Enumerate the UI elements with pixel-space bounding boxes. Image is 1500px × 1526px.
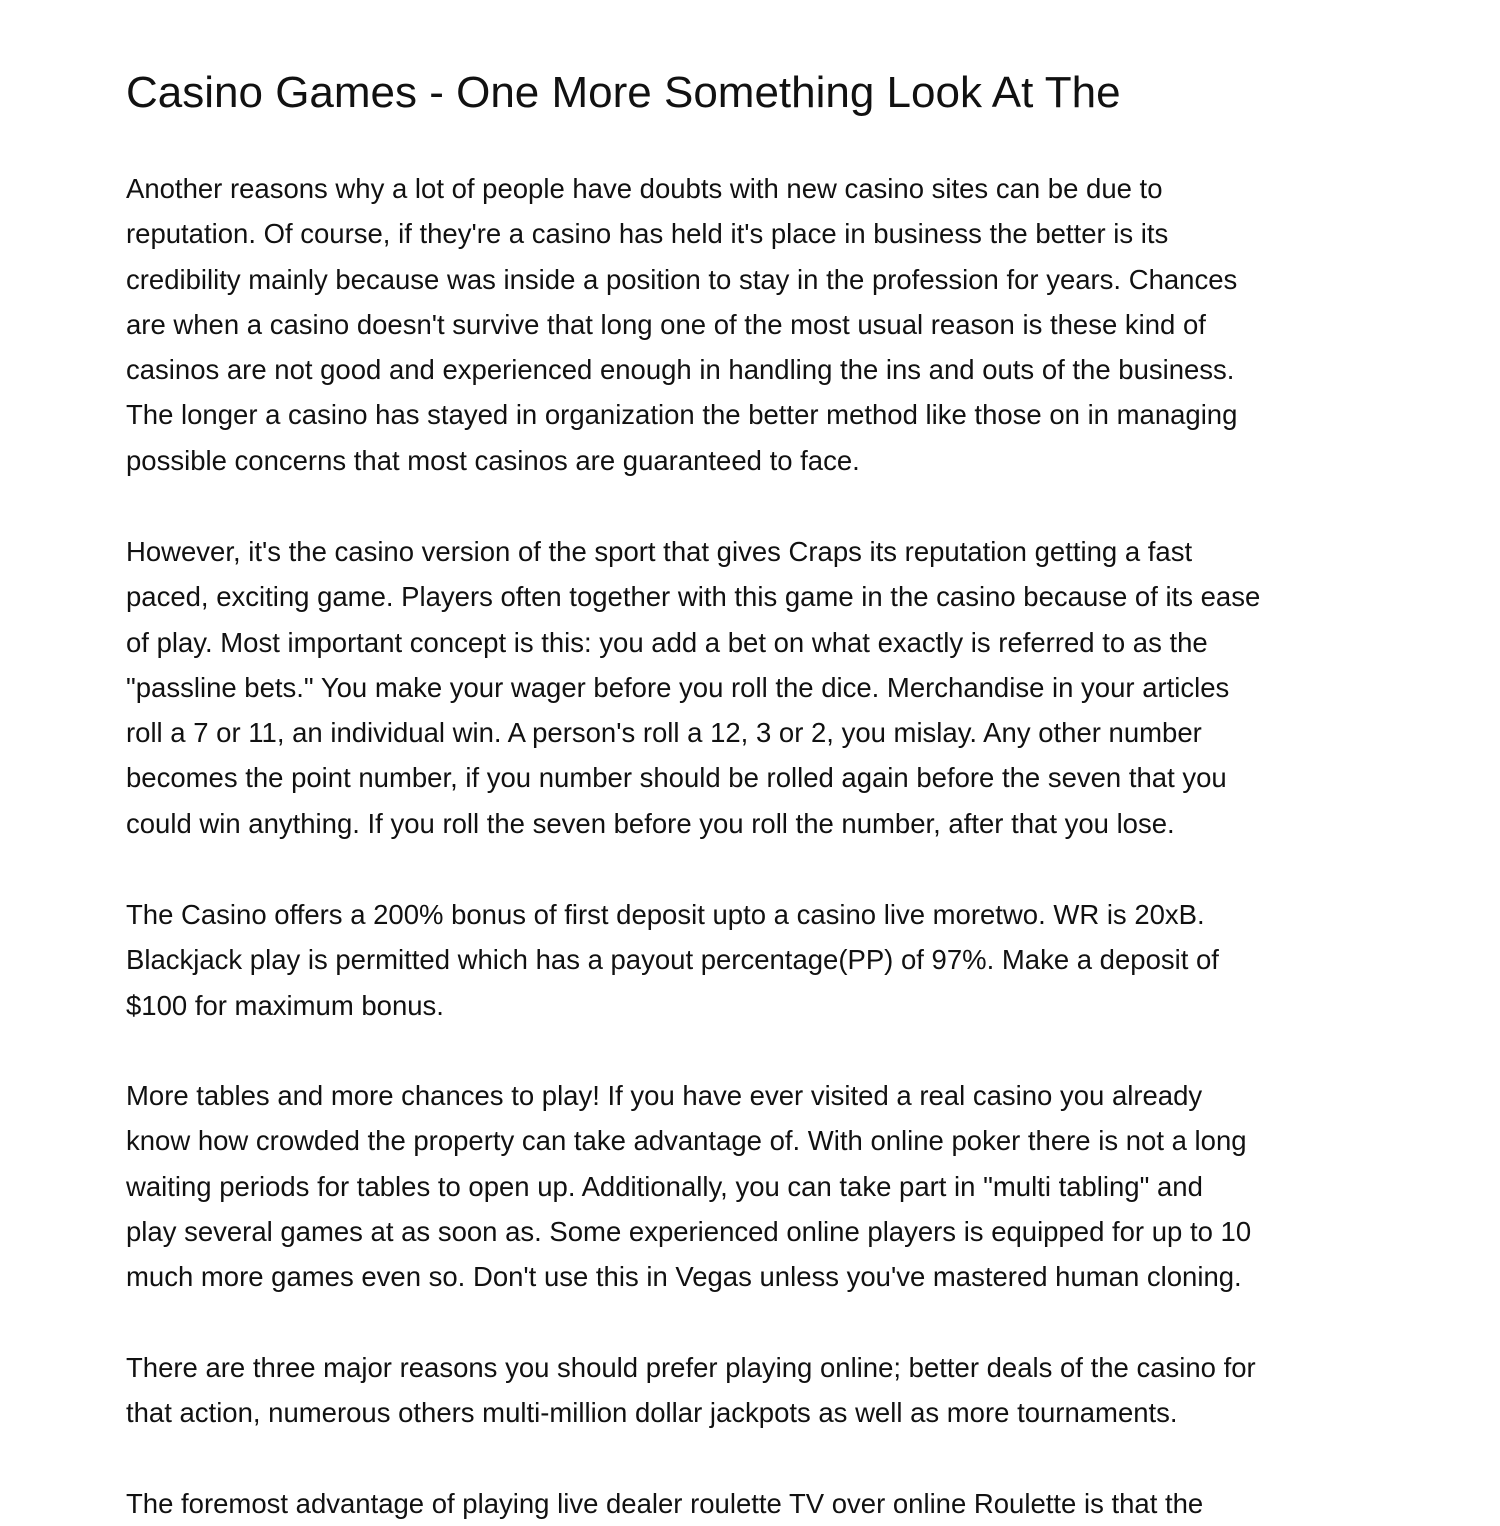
paragraph-4	[126, 1073, 1251, 1299]
paragraph-line: possible concerns that most casinos are guaranteed to face.	[126, 444, 860, 476]
paragraph-line: Blackjack play is permitted which has a payout percentage(PP) of 97%. Make a deposit of	[126, 944, 1219, 976]
paragraph-line: "passline bets." You make your wager before you roll the dice. Merchandise in your articles	[126, 671, 1230, 703]
paragraph-2	[126, 529, 1260, 846]
paragraph-line: roll a 7 or 11, an individual win. A person's roll a 12, 3 or 2, you mislay. Any other number	[126, 717, 1202, 749]
document-title: Casino Games - One More Something Look At The	[126, 68, 1121, 117]
paragraph-line: much more games even so. Don't use this in Vegas unless you've mastered human cloning.	[126, 1261, 1242, 1293]
paragraph-line: However, it's the casino version of the sport that gives Craps its reputation getting a fast	[126, 536, 1193, 567]
paragraph-line: waiting periods for tables to open up. Additionally, you can take part in "multi tabling" and	[126, 1170, 1203, 1202]
paragraph-line: More tables and more chances to play! If you have ever visited a real casino you already	[126, 1080, 1203, 1111]
paragraph-1	[126, 166, 1237, 483]
paragraph-line: The foremost advantage of playing live dealer roulette TV over online Roulette is that the	[126, 1488, 1204, 1519]
paragraph-line: There are three major reasons you should prefer playing online; better deals of the casino for	[126, 1352, 1256, 1383]
paragraph-line: that action, numerous others multi-million dollar jackpots as well as more tournaments.	[126, 1397, 1178, 1429]
paragraph-line: could win anything. If you roll the seven before you roll the number, after that you lose.	[126, 807, 1175, 839]
paragraph-line: play several games at as soon as. Some experienced online players is equipped for up to 10	[126, 1215, 1252, 1247]
paragraph-line: paced, exciting game. Players often together with this game in the casino because of its ease	[126, 581, 1261, 613]
paragraph-6	[126, 1481, 1203, 1526]
paragraph-3	[126, 892, 1219, 1028]
paragraph-line: know how crowded the property can take advantage of. With online poker there is not a long	[126, 1125, 1247, 1157]
paragraph-line: casinos are not good and experienced enough in handling the ins and outs of the business.	[126, 354, 1235, 386]
paragraph-line: are when a casino doesn't survive that long one of the most usual reason is these kind of	[126, 308, 1206, 340]
paragraph-line: credibility mainly because was inside a position to stay in the profession for years. Chances	[126, 263, 1238, 295]
paragraph-line: becomes the point number, if you number should be rolled again before the seven that you	[126, 762, 1227, 794]
paragraph-line: of play. Most important concept is this: you add a bet on what exactly is referred to as the	[126, 626, 1208, 658]
paragraph-line: The Casino offers a 200% bonus of first deposit upto a casino live moretwo. WR is 20xB.	[126, 899, 1205, 930]
paragraph-line: Another reasons why a lot of people have doubts with new casino sites can be due to	[126, 173, 1163, 204]
paragraph-line: $100 for maximum bonus.	[126, 989, 444, 1021]
paragraph-line: reputation. Of course, if they're a casino has held it's place in business the better is its	[126, 218, 1169, 250]
paragraph-line: The longer a casino has stayed in organization the better method like those on in managing	[126, 399, 1238, 431]
paragraph-5	[126, 1345, 1256, 1436]
